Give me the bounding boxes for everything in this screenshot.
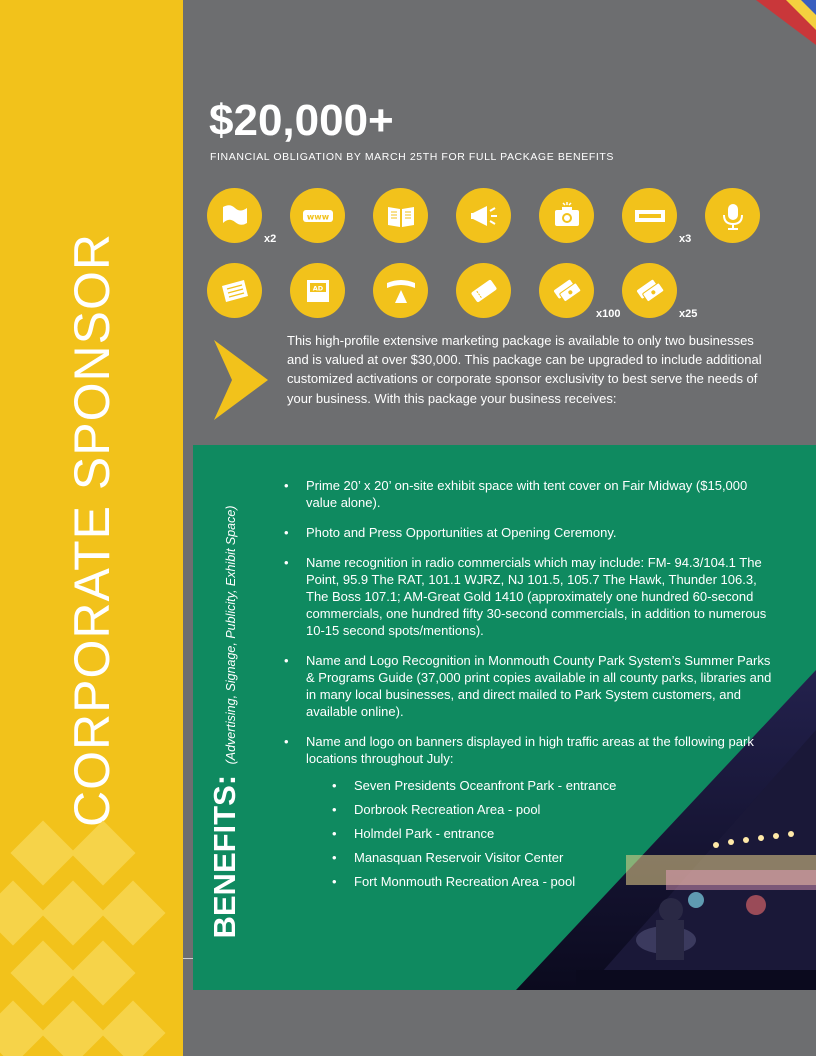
icon-cell: [373, 188, 428, 243]
benefit-text: Photo and Press Opportunities at Opening Ceremony.: [306, 525, 617, 540]
benefit-text: Prime 20’ x 20’ on-site exhibit space with tent cover on Fair Midway ($15,000 value alone).: [306, 478, 748, 510]
list-item: [284, 652, 774, 720]
benefit-text: Name and logo on banners displayed in high traffic areas at the following park locations throughout July:: [306, 734, 754, 766]
divider: [183, 958, 193, 959]
list-item: [284, 477, 774, 511]
location-item: • Dorbrook Recreation Area - pool: [332, 801, 774, 818]
benefit-icons-row-1: [207, 188, 788, 243]
sidebar-band: [0, 0, 183, 1056]
tent-banner-icon: [384, 274, 418, 308]
multiplier-label: x100: [596, 308, 621, 320]
banner-flag-icon: [218, 199, 252, 233]
program-book-icon: [384, 199, 418, 233]
icon-cell: [456, 188, 511, 243]
park-locations-list: [332, 777, 774, 890]
corner-photo-graphic: [756, 0, 816, 45]
parking-tickets-icon: [633, 274, 667, 308]
microphone-icon: [716, 199, 750, 233]
icon-cell: [373, 263, 428, 318]
obligation-subtitle: FINANCIAL OBLIGATION BY MARCH 25TH FOR FULL PACKAGE BENEFITS: [210, 151, 614, 163]
multiplier-label: x3: [679, 233, 692, 245]
icon-cell: [539, 188, 594, 243]
benefits-list: [284, 477, 774, 903]
icon-cell: [456, 263, 511, 318]
benefit-icons-row-2: [207, 263, 705, 318]
megaphone-icon: [467, 199, 501, 233]
diamond-pattern-graphic: [0, 820, 183, 1056]
location-item: • Fort Monmouth Recreation Area - pool: [332, 873, 774, 890]
list-item: [284, 524, 774, 541]
event-pass-icon: [467, 274, 501, 308]
icon-cell: [207, 188, 277, 245]
location-item: • Seven Presidents Oceanfront Park - entrance: [332, 777, 774, 794]
icon-cell: [290, 263, 345, 318]
multiplier-label: x25: [679, 308, 698, 320]
sidebar-title: CORPORATE SPONSOR: [64, 233, 120, 827]
benefit-text: Name and Logo Recognition in Monmouth County Park System’s Summer Parks & Programs Guide (37,000 print copies available in all county parks, libraries and in many local businesses, and direct mailed to Park System customers, and available online).: [306, 653, 772, 719]
icon-cell: [539, 263, 621, 320]
tickets-icon: [550, 274, 584, 308]
benefits-heading-wrap: [190, 460, 260, 980]
location-item: • Holmdel Park - entrance: [332, 825, 774, 842]
sponsor-sign-icon: [633, 199, 667, 233]
benefits-subheading: (Advertising, Signage, Publicity, Exhibit Space): [224, 505, 238, 765]
price-heading: $20,000+: [209, 96, 394, 145]
benefits-heading: BENEFITS:: [207, 774, 242, 939]
website-www-icon: [301, 199, 335, 233]
list-item: [284, 733, 774, 890]
icon-cell: [622, 263, 698, 320]
ad-screen-icon: [301, 274, 335, 308]
icon-cell: [622, 188, 692, 245]
icon-cell: [290, 188, 345, 243]
list-item: [284, 554, 774, 639]
intro-paragraph: This high-profile extensive marketing package is available to only two businesses and is valued at over $30,000. This package can be upgraded to include additional customized activations or corporate sponsor exclusivity to best serve the needs of your business. With this package your business receives:: [287, 333, 762, 406]
benefit-text: Name recognition in radio commercials which may include: FM- 94.3/104.1 The Point, 95.9 The RAT, 101.1 WJRZ, NJ 101.5, 105.7 The Hawk, Thunder 106.3, The Boss 107.1; AM-Great Gold 1410 (approximately one hundred 60-second commercials, one hundred fifty 30-second commercials, in addition to numerous 10-15 second spots/mentions).: [306, 555, 767, 638]
newspaper-icon: [218, 274, 252, 308]
svg-text:www: www: [306, 212, 329, 221]
icon-cell: [705, 188, 760, 243]
icon-cell: [207, 263, 262, 318]
multiplier-label: x2: [264, 233, 277, 245]
camera-icon: [550, 199, 584, 233]
location-item: • Manasquan Reservoir Visitor Center: [332, 849, 774, 866]
svg-text:AD: AD: [312, 284, 323, 292]
chevron-arrow-icon: [210, 340, 268, 420]
